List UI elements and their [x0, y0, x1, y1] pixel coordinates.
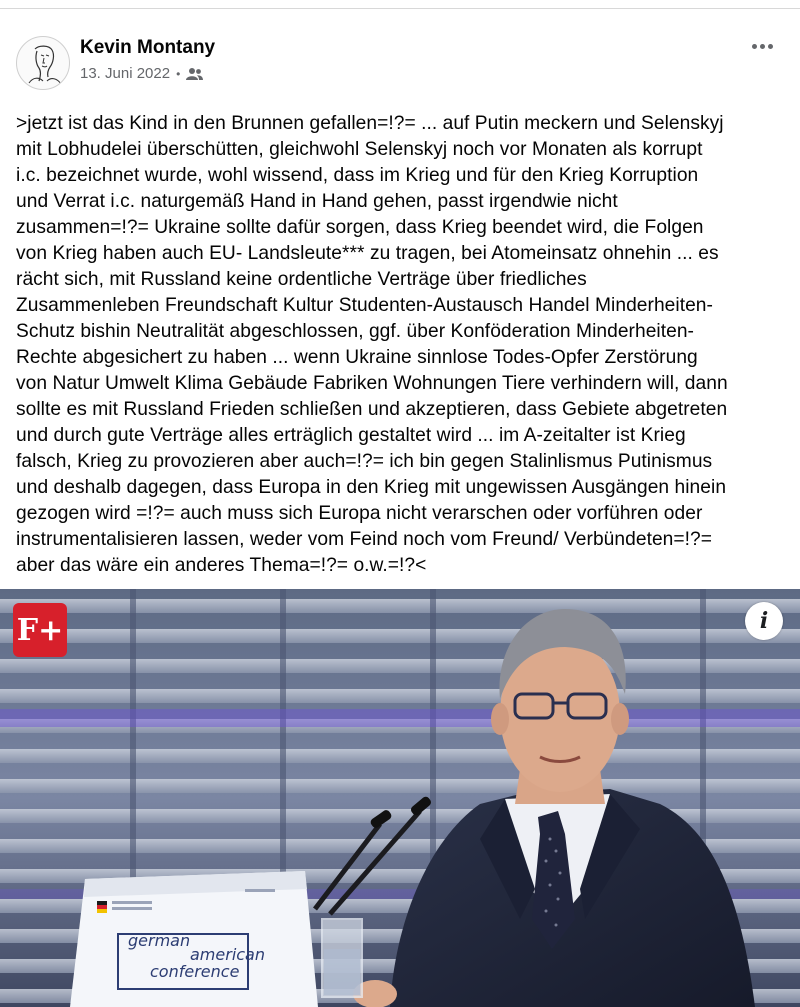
avatar-sketch-icon [17, 37, 69, 89]
post-header [0, 30, 800, 100]
lectern-line1: german [128, 931, 191, 950]
post-meta [80, 65, 203, 82]
post-date[interactable]: 13. Juni 2022 [80, 65, 171, 82]
more-horizontal-icon [752, 44, 757, 49]
meta-separator: • [176, 66, 181, 81]
friends-icon[interactable] [186, 67, 203, 81]
source-badge[interactable]: F+ [13, 603, 67, 657]
top-divider [0, 8, 800, 9]
post-text: >jetzt ist das Kind in den Brunnen gefallen=!?= ... auf Putin meckern und Selenskyj mit Lobhudelei überschütten, gleichwohl Selenskyj noch vor Monaten als korrupt i.c. bezeichnet wurde, wohl wissend, dass im Krieg und für den Krieg Korruption und Verrat i.c. naturgemäß Hand in Hand gehen, passt irgendwie nicht zusammen=!?= Ukraine sollte dafür sorgen, dass Krieg beendet wird, die Folgen von Krieg haben auch EU- Landsleute*** zu tragen, bei Atomeinsatz ohnehin ... es rächt sich, mit Russland keine ordentliche Verträge über friedliches Zusammenleben Freundschaft Kultur Studenten-Austausch Handel Minderheiten- Schutz bishin Neutralität abgeschlossen, ggf. über Konföderation Minderheiten- Rechte abgesichert zu haben ... wenn Ukraine sinnlose Todes-Opfer Zerstörung von Natur Umwelt Klima Gebäude Fabriken Wohnungen Tiere verhindern will, dann sollte es mit Russland Frieden schließen und akzeptieren, dass Gebiete abgetreten und durch gute Verträge alles erträglich gestaltet wird ... im A-zeitalter ist Krieg falsch, Krieg zu provozieren aber auch=!?= ich bin gegen Stalinlismus Putinismus und deshalb dagegen, dass Europa in den Krieg mit ungewissen Ausgängen hinein gezogen wird =!?= auch muss sich Europa nicht verarschen oder vorführen oder instrumentalisieren lassen, weder vom Feind noch vom Freund/ Verbündeten=!?= aber das wäre ein anderes Thema=!?= o.w.=!?< [16, 113, 728, 576]
avatar[interactable] [16, 36, 70, 90]
speaker-photo [0, 589, 800, 1007]
lectern-line3: conference [150, 962, 240, 981]
more-options-button[interactable] [746, 36, 778, 56]
more-dot [768, 44, 773, 49]
author-name[interactable]: Kevin Montany [80, 37, 216, 58]
post-photo[interactable] [0, 589, 800, 1007]
info-button[interactable]: i [745, 602, 783, 640]
more-dot [760, 44, 765, 49]
lectern-line2: american [190, 945, 265, 964]
